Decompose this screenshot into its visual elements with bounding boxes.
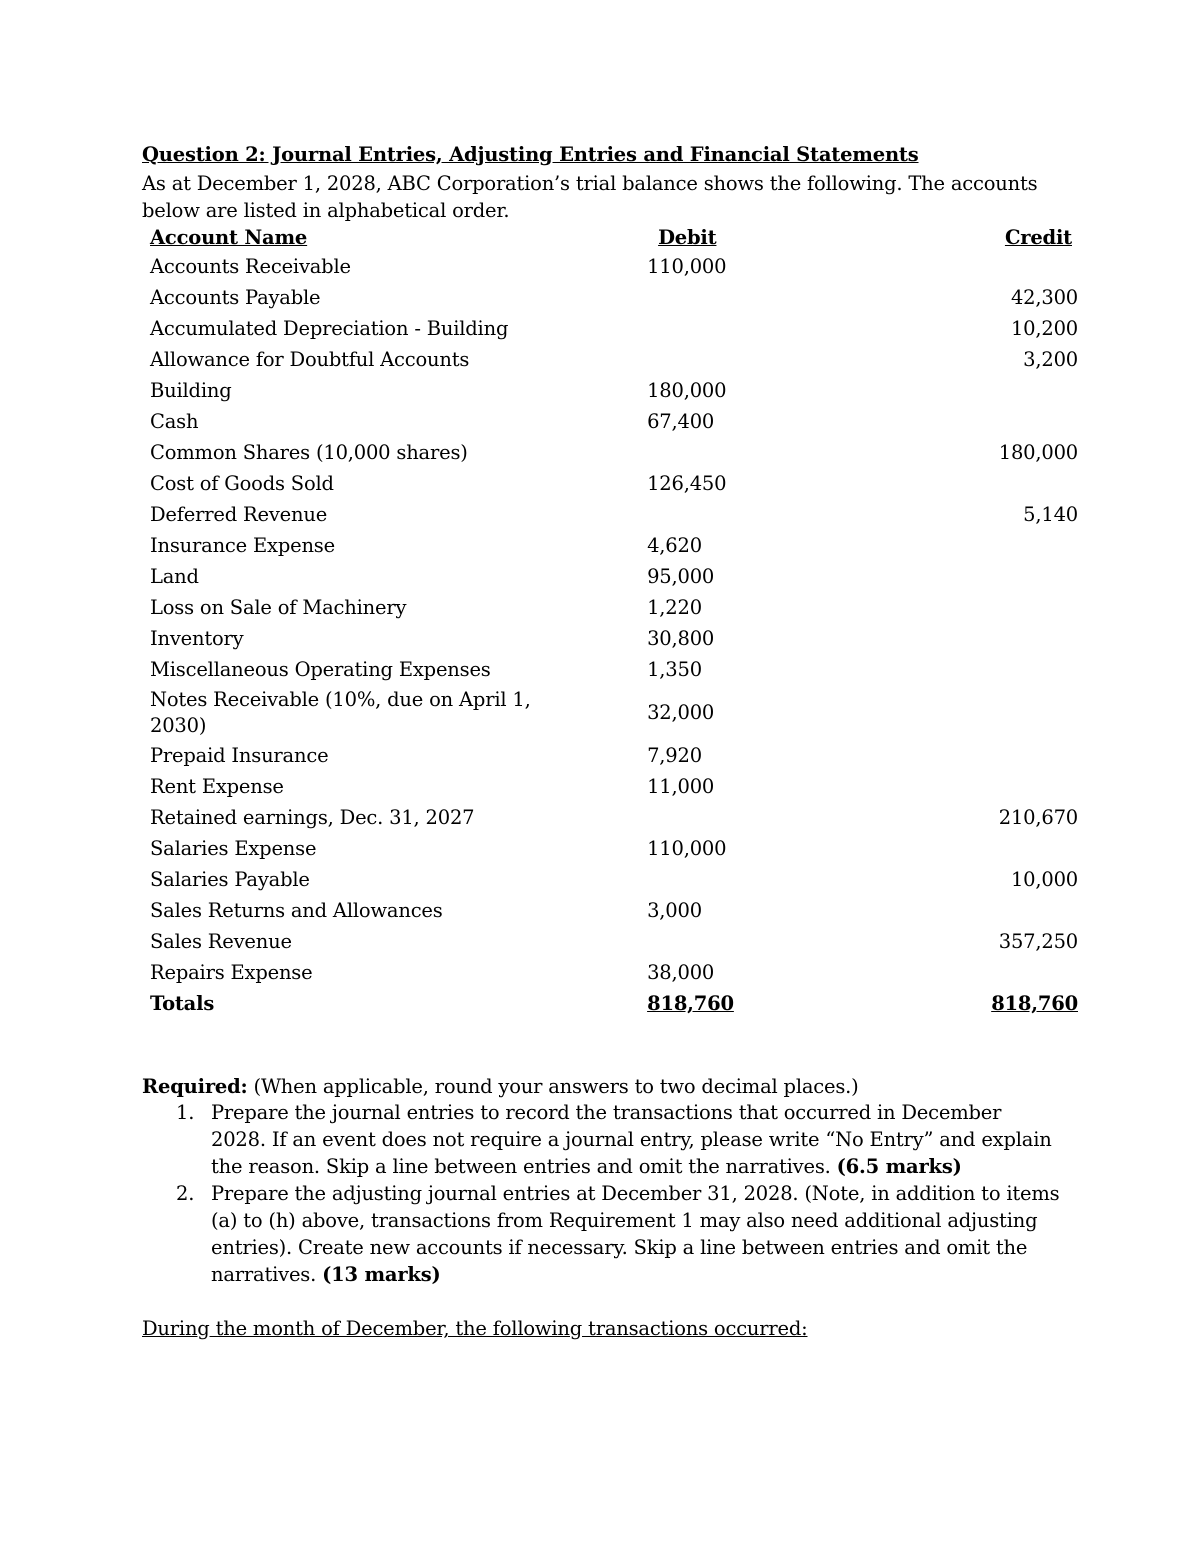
account-name-cell: Sales Returns and Allowances	[150, 899, 443, 922]
debit-cell: 1,220	[647, 596, 702, 619]
account-name-cell: Land	[150, 565, 199, 588]
totals-debit-value: 818,760	[647, 992, 734, 1015]
table-header-row	[146, 223, 1200, 251]
debit-cell	[552, 344, 902, 375]
debit-cell: 110,000	[647, 837, 727, 860]
account-name-cell: Miscellaneous Operating Expenses	[150, 658, 491, 681]
requirement-number: 1.	[176, 1101, 195, 1124]
account-name-cell: Sales Revenue	[150, 930, 292, 953]
required-heading	[142, 1073, 1062, 1100]
account-name-cell: Accounts Payable	[150, 286, 321, 309]
credit-cell	[902, 895, 1200, 926]
account-name-cell: Deferred Revenue	[150, 503, 328, 526]
credit-cell: 42,300	[1010, 286, 1078, 309]
account-name-cell: Loss on Sale of Machinery	[150, 596, 407, 619]
credit-cell: 10,000	[1010, 868, 1078, 891]
totals-row	[146, 988, 1200, 1019]
totals-label: Totals	[150, 992, 215, 1015]
credit-cell	[902, 530, 1200, 561]
header-credit: Credit	[1004, 225, 1072, 249]
requirement-item	[142, 1099, 1062, 1180]
credit-cell: 180,000	[998, 441, 1078, 464]
account-name-cell: Accumulated Depreciation - Building	[150, 317, 509, 340]
credit-cell	[902, 685, 1200, 740]
table-row	[146, 313, 1200, 344]
table-row	[146, 895, 1200, 926]
debit-cell	[552, 926, 902, 957]
debit-cell: 126,450	[647, 472, 727, 495]
table-row	[146, 344, 1200, 375]
account-name-cell: Repairs Expense	[150, 961, 313, 984]
requirement-text: Prepare the journal entries to record the transactions that occurred in December 2028. If an event does not require a journal entry, please write “No Entry” and explain the reason. Skip a line between entries and omit the narratives.	[211, 1101, 1052, 1178]
account-name-cell: Prepaid Insurance	[150, 744, 329, 767]
debit-cell	[552, 437, 902, 468]
table-row	[146, 833, 1200, 864]
debit-cell	[552, 499, 902, 530]
totals-debit-cell	[552, 988, 902, 1019]
credit-cell: 357,250	[998, 930, 1078, 953]
required-label: Required:	[142, 1075, 248, 1098]
credit-cell	[902, 771, 1200, 802]
credit-cell	[902, 623, 1200, 654]
table-row	[146, 468, 1200, 499]
table-row	[146, 623, 1200, 654]
credit-cell	[902, 468, 1200, 499]
credit-cell	[902, 833, 1200, 864]
header-account-name: Account Name	[150, 225, 308, 249]
totals-credit-value: 818,760	[991, 992, 1078, 1015]
requirements-list	[142, 1099, 1062, 1288]
account-name-cell: Common Shares (10,000 shares)	[150, 441, 468, 464]
table-row	[146, 740, 1200, 771]
debit-cell	[552, 282, 902, 313]
credit-cell: 3,200	[1023, 348, 1078, 371]
header-debit: Debit	[658, 225, 717, 249]
account-name-cell: Salaries Expense	[150, 837, 317, 860]
account-name-cell: Insurance Expense	[150, 534, 335, 557]
transactions-intro: During the month of December, the following transactions occurred:	[142, 1317, 808, 1340]
table-row	[146, 654, 1200, 685]
debit-cell: 67,400	[647, 410, 715, 433]
debit-cell: 180,000	[647, 379, 727, 402]
account-name-cell: Inventory	[150, 627, 244, 650]
debit-cell: 7,920	[647, 744, 702, 767]
debit-cell	[552, 802, 902, 833]
debit-cell: 3,000	[647, 899, 702, 922]
table-row	[146, 375, 1200, 406]
credit-cell	[902, 654, 1200, 685]
table-row	[146, 561, 1200, 592]
required-note: (When applicable, round your answers to two decimal places.)	[247, 1075, 859, 1098]
requirement-text: Prepare the adjusting journal entries at December 31, 2028. (Note, in addition to items (a) to (h) above, transactions from Requirement 1 may also need additional adjusting entries). Create new accounts if necessary. Skip a line between entries and omit the narratives.	[211, 1182, 1060, 1286]
credit-cell	[902, 406, 1200, 437]
account-name-cell: Building	[150, 379, 232, 402]
credit-cell	[902, 957, 1200, 988]
table-row	[146, 437, 1200, 468]
credit-cell	[902, 740, 1200, 771]
account-name-cell: Accounts Receivable	[150, 255, 351, 278]
table-row	[146, 592, 1200, 623]
debit-cell: 95,000	[647, 565, 715, 588]
debit-cell: 11,000	[647, 775, 715, 798]
account-name-cell: Salaries Payable	[150, 868, 310, 891]
table-row	[146, 926, 1200, 957]
table-row	[146, 771, 1200, 802]
account-name-cell: Allowance for Doubtful Accounts	[150, 348, 470, 371]
debit-cell: 1,350	[647, 658, 702, 681]
requirement-number: 2.	[176, 1182, 195, 1205]
table-row	[146, 864, 1200, 895]
debit-cell	[552, 313, 902, 344]
table-row	[146, 685, 1200, 740]
requirement-item	[142, 1180, 1062, 1288]
debit-cell: 4,620	[647, 534, 702, 557]
credit-cell	[902, 375, 1200, 406]
credit-cell: 5,140	[1023, 503, 1078, 526]
credit-cell	[902, 251, 1200, 282]
requirement-marks: (13 marks)	[322, 1263, 441, 1286]
table-row	[146, 406, 1200, 437]
account-name-cell: Notes Receivable (10%, due on April 1, 2030)	[150, 687, 531, 737]
intro-paragraph: As at December 1, 2028, ABC Corporation’s trial balance shows the following. The accounts below are listed in alphabetical order.	[142, 172, 1038, 222]
credit-cell	[902, 592, 1200, 623]
table-row	[146, 530, 1200, 561]
question-title: Question 2: Journal Entries, Adjusting Entries and Financial Statements	[142, 143, 919, 166]
debit-cell: 30,800	[647, 627, 715, 650]
debit-cell: 110,000	[647, 255, 727, 278]
account-name-cell: Retained earnings, Dec. 31, 2027	[150, 806, 475, 829]
account-name-cell: Rent Expense	[150, 775, 284, 798]
account-name-cell: Cost of Goods Sold	[150, 472, 334, 495]
credit-cell: 210,670	[998, 806, 1078, 829]
credit-cell	[902, 561, 1200, 592]
debit-cell: 32,000	[647, 700, 715, 724]
debit-cell: 38,000	[647, 961, 715, 984]
totals-credit-cell	[902, 988, 1200, 1019]
debit-cell	[552, 864, 902, 895]
trial-balance-table	[146, 223, 1200, 1019]
table-row	[146, 251, 1200, 282]
account-name-cell: Cash	[150, 410, 199, 433]
table-row	[146, 957, 1200, 988]
table-row	[146, 499, 1200, 530]
table-row	[146, 802, 1200, 833]
table-row	[146, 282, 1200, 313]
requirement-marks: (6.5 marks)	[836, 1155, 962, 1178]
credit-cell: 10,200	[1010, 317, 1078, 340]
